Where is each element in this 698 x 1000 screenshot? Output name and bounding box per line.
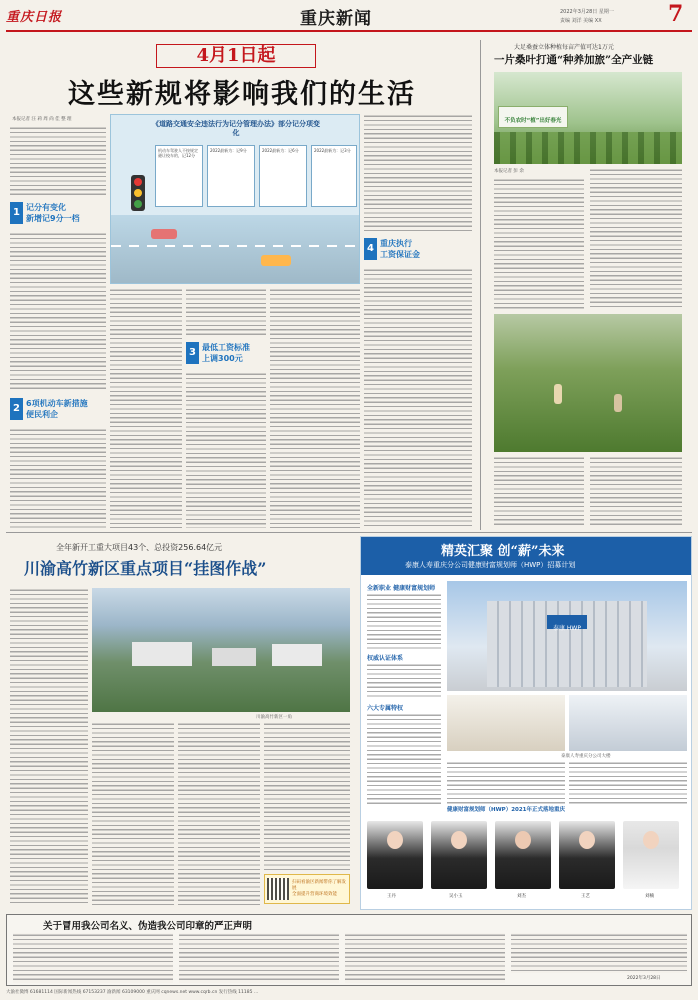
- portrait-1-name: 王丹: [387, 894, 396, 899]
- car-icon-2: [261, 255, 291, 266]
- sub-heading-3-line1: 最低工资标准: [202, 343, 250, 352]
- tree-row: [494, 132, 682, 164]
- sub-heading-3: [186, 340, 266, 368]
- mulberry-text-col2: [590, 168, 682, 310]
- ad-text-5: [569, 761, 687, 805]
- portrait-3: [495, 821, 551, 889]
- lead-kicker-box: [156, 44, 316, 68]
- callout-box-2: [207, 145, 255, 207]
- lead-text-col3b: [186, 372, 266, 528]
- callout-4-text: 2022最新为：记3分: [314, 148, 351, 153]
- portrait-4-name: 王艺: [581, 894, 590, 899]
- ad-sec1: 全新职业 健康财富规划师: [367, 585, 436, 592]
- sub-heading-2-number: 2: [10, 398, 23, 420]
- notice-title: 关于冒用我公司名义、伪造我公司印章的严正声明: [43, 921, 253, 932]
- farmer-figure-2: [614, 394, 622, 412]
- qr-code-icon: [267, 878, 289, 900]
- date-line: 2022年3月28日 星期一: [560, 9, 614, 15]
- building-block-1: [132, 642, 192, 666]
- callout-2-text: 2022最新为：记9分: [210, 148, 247, 153]
- portrait-5-name: 刘楠: [645, 894, 654, 899]
- ad-text-4: [447, 761, 565, 805]
- project-aerial-photo: [92, 588, 350, 712]
- project-headline: 川渝高竹新区重点项目“挂图作战”: [24, 559, 267, 578]
- notice-text-col2: [179, 933, 339, 983]
- lead-headline: 这些新规将影响我们的生活: [68, 79, 416, 110]
- mulberry-text-col4: [590, 456, 682, 528]
- building-block-3: [272, 644, 322, 666]
- sub-heading-4-line1: 重庆执行: [380, 239, 412, 248]
- sub-heading-3-number: 3: [186, 342, 199, 364]
- lead-text-col1c: [10, 428, 106, 528]
- sub-heading-3-line2: 上调300元: [202, 354, 243, 363]
- portrait-row: [367, 821, 687, 905]
- masthead: [0, 0, 698, 38]
- taikang-ad: [360, 536, 692, 910]
- lead-text-col5a: [364, 114, 472, 234]
- project-kicker: 全年新开工重大项目43个、总投资256.64亿元: [56, 543, 223, 552]
- car-icon-1: [151, 229, 177, 239]
- callout-3-text: 2022最新为：记6分: [262, 148, 299, 153]
- notice-text-col4: [511, 933, 687, 973]
- ad-text-2: [367, 663, 441, 699]
- portrait-1: [367, 821, 423, 889]
- photo-sign: [498, 106, 568, 128]
- ad-sign: [547, 615, 587, 632]
- ad-sec2: 权威认证体系: [367, 655, 404, 662]
- editors-line: 责编 刘洋 美编 XX: [560, 18, 602, 24]
- ad-interior-photo-1: [447, 695, 565, 751]
- callout-1-text: 机动车驾驶人不按规定避让校车的，记12分: [158, 148, 198, 159]
- lead-text-col3a: [186, 288, 266, 338]
- sub-heading-1-number: 1: [10, 202, 23, 224]
- callout-box-3: [259, 145, 307, 207]
- mulberry-text-col1: [494, 178, 584, 310]
- callout-box-4: [311, 145, 357, 207]
- mulberry-headline: 一片桑叶打通“种养加旅”全产业链: [494, 54, 654, 66]
- ad-building-photo: [447, 581, 687, 691]
- notice-box: [6, 914, 692, 986]
- lead-text-col1b: [10, 232, 106, 392]
- infographic-title: 《道路交通安全违法行为记分管理办法》部分记分项变化: [152, 119, 320, 137]
- portrait-2-name: 吴小玉: [449, 894, 463, 899]
- mulberry-byline: 本报记者 彭 余: [494, 169, 524, 174]
- ad-sec3: 六大专属特权: [367, 705, 404, 712]
- page-number: 7: [668, 1, 684, 27]
- sub-heading-1-line2: 新增记9分一档: [26, 214, 80, 223]
- farmer-figure-1: [554, 384, 562, 404]
- portrait-2: [431, 821, 487, 889]
- lead-byline: 本报记者 汪 莉 周 尚 佳 整 理: [12, 117, 72, 122]
- section-rule: [6, 532, 692, 533]
- ad-text-1: [367, 593, 441, 649]
- sub-heading-1-line1: 记分有变化: [26, 203, 66, 212]
- ad-photo-caption: 泰康人寿重庆分公司大楼: [561, 754, 611, 759]
- qr-banner[interactable]: [264, 874, 350, 904]
- qr-caption: 扫码看渝区新闻带你了解发展: [292, 880, 346, 891]
- project-text-col4a: [264, 722, 350, 872]
- section-title: 重庆新闻: [300, 9, 372, 29]
- project-text-col3: [178, 722, 260, 906]
- sub-heading-2-line2: 便民利企: [26, 410, 58, 419]
- project-text-col1: [10, 588, 88, 906]
- column-divider: [480, 40, 481, 530]
- building-facade: [487, 601, 647, 687]
- lead-text-col5b: [364, 268, 472, 528]
- traffic-light-icon: [131, 175, 145, 211]
- lead-story: [6, 36, 476, 532]
- newspaper-logo: 重庆日报: [6, 10, 63, 25]
- building-block-2: [212, 648, 256, 666]
- ad-sign-text: 泰康 HWP: [553, 625, 581, 632]
- masthead-rule: [6, 30, 692, 32]
- project-photo-caption: 川渝高竹新区一角: [256, 715, 292, 720]
- notice-text-col1: [13, 933, 173, 983]
- sub-heading-4: [364, 236, 472, 264]
- sub-heading-4-line2: 工资保证金: [380, 250, 420, 259]
- mulberry-photo-field: [494, 314, 682, 452]
- project-text-col2: [92, 722, 174, 906]
- sub-heading-1: [10, 200, 106, 228]
- portrait-5: [623, 821, 679, 889]
- ad-interior-photo-2: [569, 695, 687, 751]
- road-illustration: [111, 215, 359, 283]
- ad-subhead: 泰康人寿重庆分公司健康财富规划师（HWP）招募计划: [405, 561, 576, 569]
- lead-text-col2: [110, 288, 182, 528]
- mulberry-kicker: 大足桑蚕立体种植每亩产值可达1万元: [514, 44, 614, 51]
- photo-sign-text: 不负农时“植”出好春光: [504, 118, 562, 124]
- ad-sec4: 健康财富规划师（HWP）2021年正式落地重庆: [447, 807, 566, 813]
- notice-text-col3: [345, 933, 505, 983]
- lead-kicker: 4月1日起: [196, 45, 276, 66]
- qr-caption-2: 全面提升营商环境效能: [292, 892, 337, 897]
- portrait-4: [559, 821, 615, 889]
- ad-headline: 精英汇聚 创“薪”未来: [441, 544, 565, 559]
- lead-text-col1a: [10, 126, 106, 196]
- mulberry-text-col3: [494, 456, 584, 528]
- sub-heading-2: [10, 396, 106, 424]
- portrait-3-name: 刘杰: [517, 894, 526, 899]
- project-story: [6, 536, 354, 910]
- notice-date: 2022年3月28日: [627, 976, 661, 981]
- sub-heading-4-number: 4: [364, 238, 377, 260]
- mulberry-photo-top: [494, 72, 682, 164]
- traffic-infographic: [110, 114, 360, 284]
- sub-heading-2-line1: 6项机动车新措施: [26, 399, 88, 408]
- footer-bar: 大渝社微博 61681114 国际新闻热线 67153237 渝新闻 63109000 重庆网 cqnews.net www.cqrb.cn 发行热线 11185 ...: [6, 990, 259, 995]
- ad-header-band: [361, 537, 691, 575]
- ad-text-3: [367, 713, 441, 805]
- lead-text-col4: [270, 288, 360, 528]
- callout-box-1: [155, 145, 203, 207]
- mulberry-story: [484, 38, 692, 530]
